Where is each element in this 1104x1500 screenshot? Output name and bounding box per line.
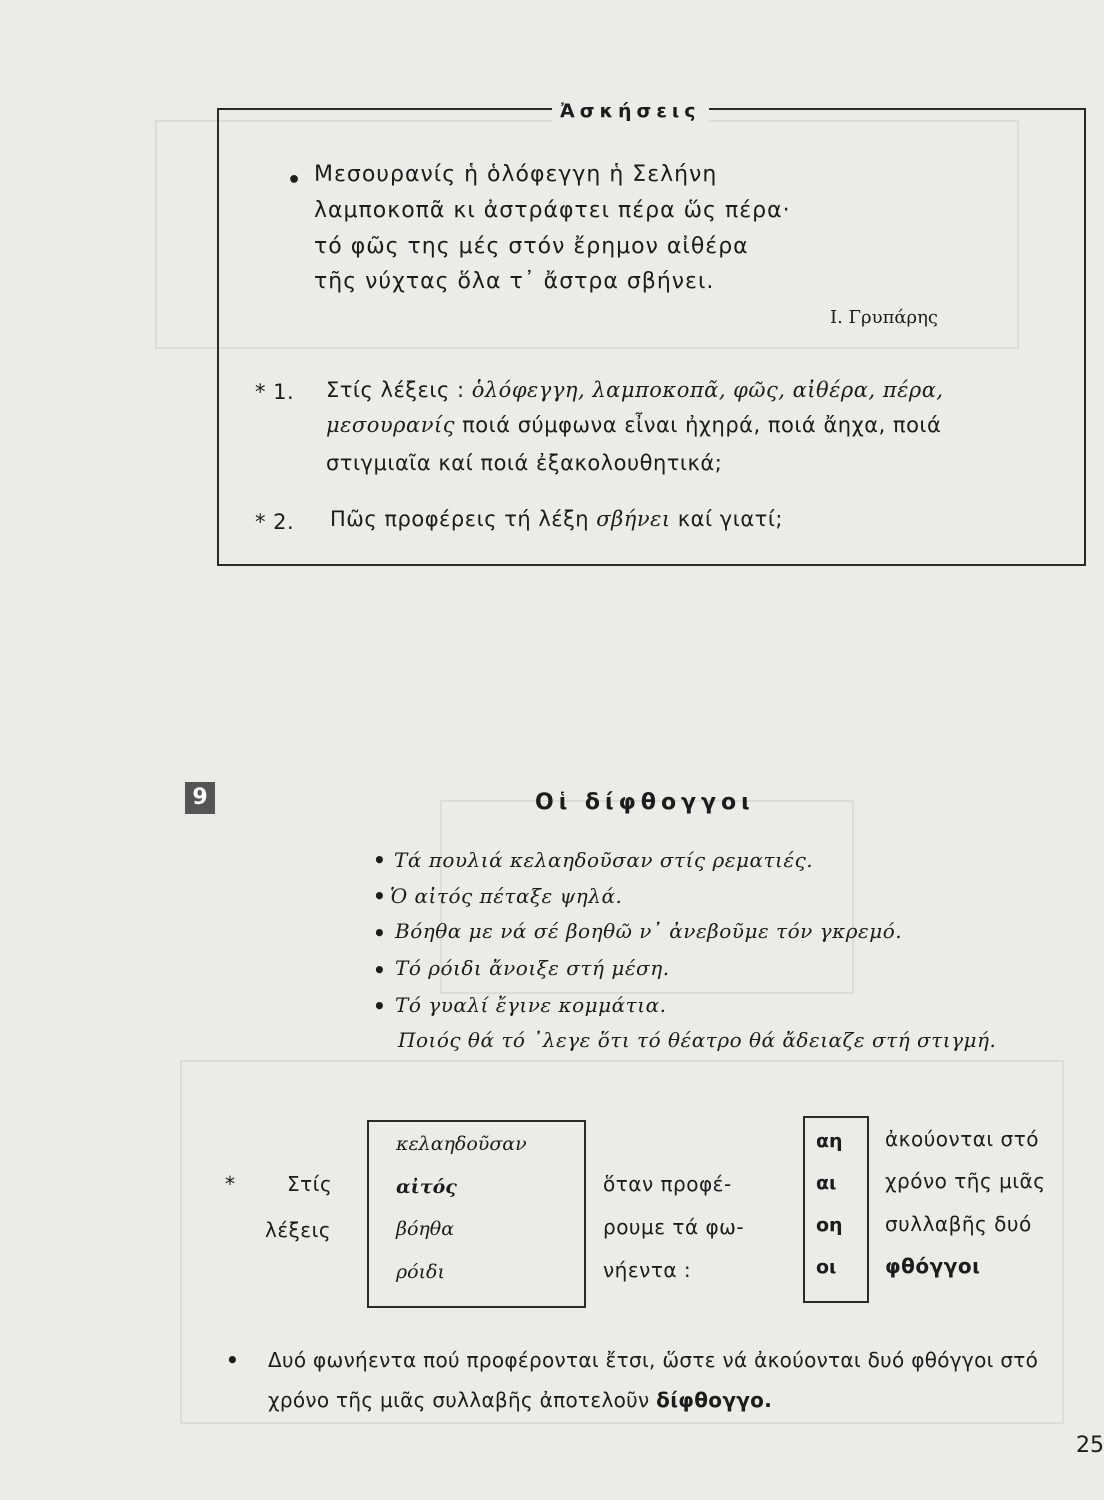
exercises-title: Ἀσκήσεις — [552, 100, 709, 122]
rule-middle-1: ὅταν προφέ- — [603, 1172, 732, 1196]
example-bullet: • — [373, 994, 386, 1018]
question-1-lead: Στίς λέξεις : — [326, 378, 465, 402]
vowel-2: αι — [816, 1172, 837, 1194]
example-line-1: Τά πουλιά κελαηδοῦσαν στίς ρεματιές. — [394, 848, 814, 872]
example-line-6: Ποιός θά τό ᾽λεγε ὅτι τό θέατρο θά ἄδειαζε στή στιγμή. — [398, 1028, 997, 1052]
question-2-text-2: καί γιατί; — [670, 507, 784, 531]
word-4 — [396, 1261, 445, 1283]
example-line-3: Βόηθα με νά σέ βοηθῶ ν᾽ ἀνεβοῦμε τόν γκρεμό. — [395, 919, 903, 943]
rule-right-4: φθόγγοι — [885, 1254, 981, 1278]
poem-line-2: λαμποκοπᾶ κι ἀστράφτει πέρα ὥς πέρα· — [314, 198, 791, 223]
rule-right-3: συλλαβῆς δυό — [885, 1212, 1032, 1236]
question-1-text-2: ποιά σύμφωνα εἶναι ἠχηρά, ποιά ἄηχα, ποιά — [454, 413, 942, 437]
example-line-4: Τό ρόιδι ἄνοιξε στή μέση. — [395, 956, 670, 980]
question-2-text-1: Πῶς προφέρεις τή λέξη — [330, 507, 597, 531]
poem-author: Ι. Γρυπάρης — [830, 307, 938, 328]
rule-middle-2: ρουμε τά φω- — [603, 1215, 745, 1239]
poem-bullet: • — [287, 168, 303, 193]
rule-right-1: ἀκούονται στό — [885, 1127, 1039, 1151]
example-bullet: • — [373, 921, 386, 945]
example-line-5: Τό γυαλί ἔγινε κομμάτια. — [395, 993, 667, 1017]
example-bullet: • — [373, 958, 386, 982]
page-number: 25 — [1076, 1433, 1104, 1458]
word-3-text: βόηθα — [396, 1218, 455, 1240]
word-3 — [396, 1218, 454, 1240]
question-2-word: σβήνει — [596, 507, 671, 531]
example-bullet: • — [373, 848, 386, 872]
rule-left-1: Στίς — [287, 1172, 333, 1196]
rule-middle-3: νήεντα : — [603, 1258, 692, 1282]
definition-term: δίφθογγο. — [656, 1388, 773, 1412]
rule-right-2: χρόνο τῆς μιᾶς — [885, 1169, 1046, 1193]
question-1-line-3: στιγμιαῖα καί ποιά ἐξακολουθητικά; — [326, 451, 723, 475]
definition-text: Δυό φωνήεντα πού προφέρονται ἔτσι, ὥστε νά ἀκούονται δυό φθόγγοι στό χρόνο τῆς μιᾶς συλλαβῆς ἀποτελοῦν — [268, 1348, 1039, 1412]
question-1-marker: * 1. — [255, 380, 295, 404]
rule-star: * — [225, 1172, 236, 1196]
vowel-1: αη — [816, 1130, 843, 1152]
word-4-text: ρόιδι — [396, 1261, 445, 1283]
word-1-text: κελαηδοῦσαν — [396, 1133, 527, 1155]
question-1-words: ὁλόφεγγη, λαμποκοπᾶ, φῶς, αἰθέρα, πέρα, — [471, 378, 944, 402]
poem-line-4: τῆς νύχτας ὅλα τ᾽ ἄστρα σβήνει. — [314, 269, 715, 294]
example-bullet: • — [373, 884, 386, 908]
vowel-4: οι — [816, 1256, 837, 1278]
word-1 — [396, 1133, 527, 1155]
rule-left-2: λέξεις — [265, 1218, 332, 1242]
example-line-2: Ὁ αἰτός πέταξε ψηλά. — [390, 884, 623, 908]
question-1-line-1 — [326, 378, 944, 402]
section-number-badge: 9 — [185, 782, 215, 814]
vowel-3: οη — [816, 1214, 843, 1236]
word-2 — [396, 1176, 457, 1198]
poem-line-3: τό φῶς της μές στόν ἔρημον αἰθέρα — [314, 234, 749, 259]
section-title: Οἱ δίφθογγοι — [535, 790, 755, 815]
question-1-word-mesouranis: μεσουρανίς — [326, 413, 455, 437]
word-2-text: αἰτός — [396, 1176, 457, 1198]
question-2-marker: * 2. — [255, 510, 295, 534]
definition-note — [268, 1340, 1088, 1420]
question-1-line-2 — [326, 413, 941, 437]
note-bullet: • — [226, 1348, 239, 1372]
poem-line-1: Μεσουρανίς ἡ ὁλόφεγγη ἡ Σελήνη — [314, 162, 718, 187]
question-2-line — [330, 507, 783, 531]
